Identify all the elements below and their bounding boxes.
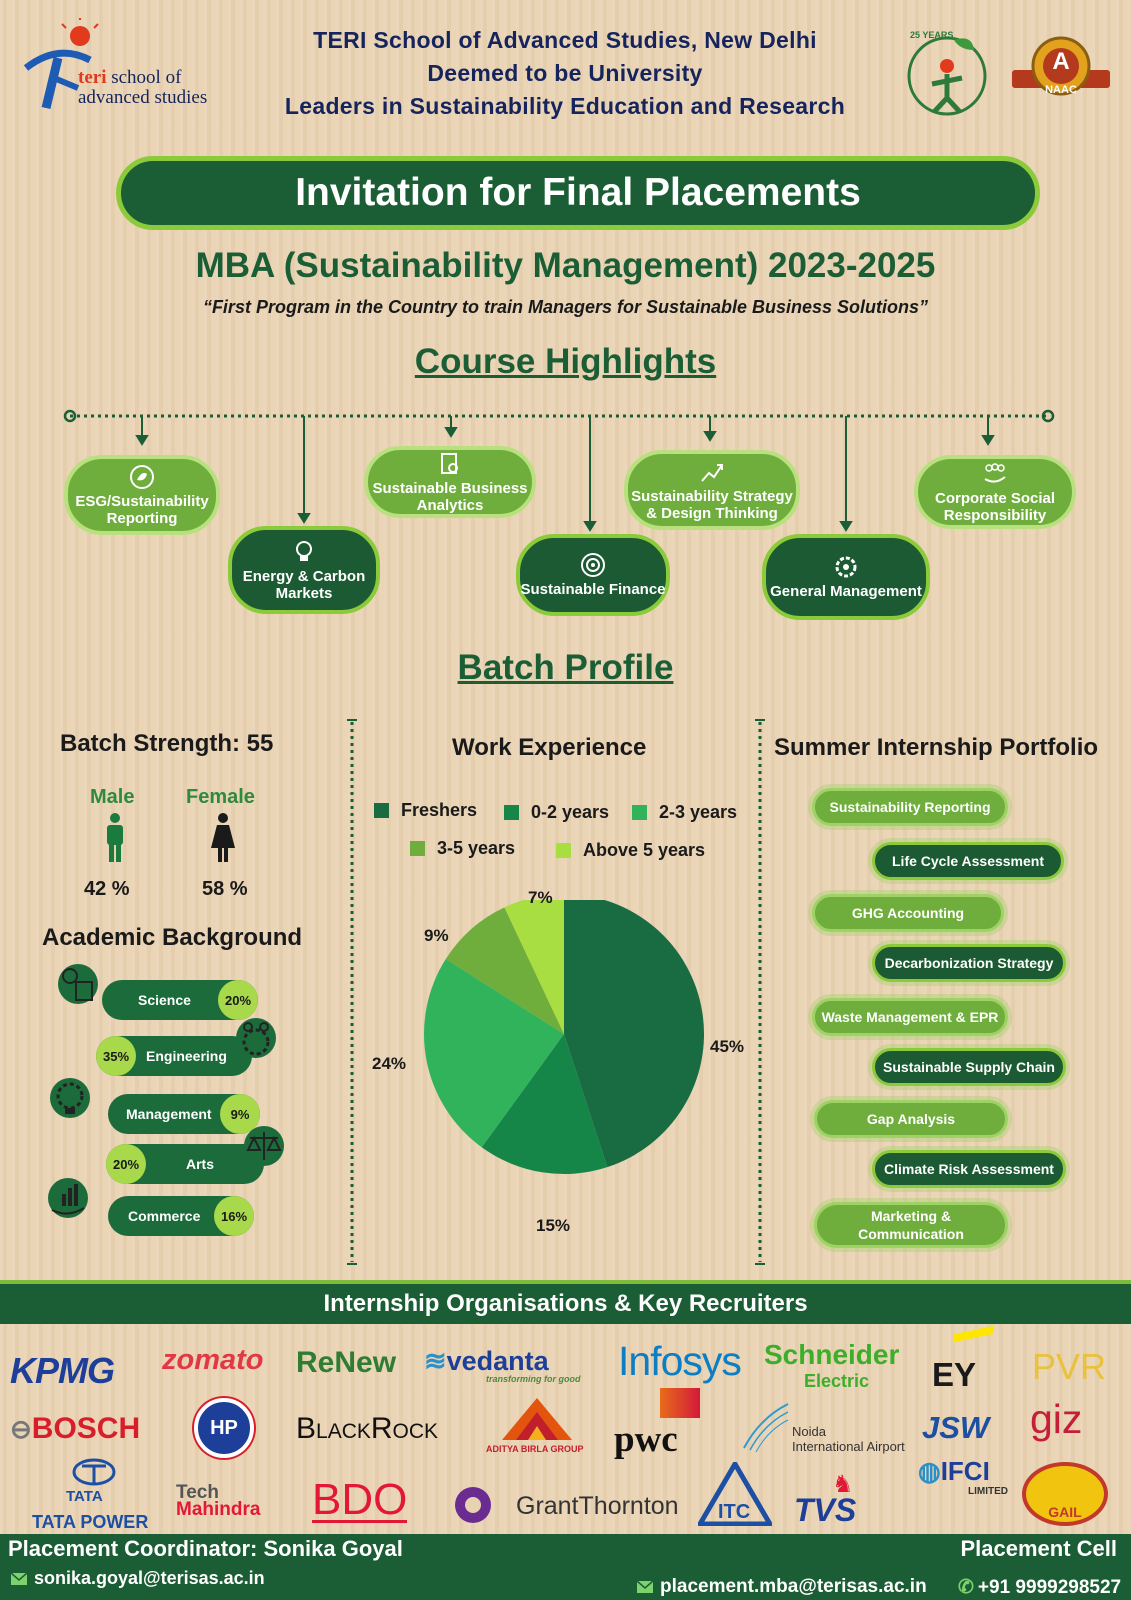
logo-gail: GAIL <box>1022 1462 1108 1526</box>
internship-portfolio-title: Summer Internship Portfolio <box>774 734 1099 761</box>
grant-thornton-swirl-icon <box>452 1484 494 1526</box>
mail-icon <box>636 1580 654 1594</box>
header-line-1: TERI School of Advanced Studies, New Delhi <box>313 27 817 53</box>
tata-emblem-icon <box>72 1458 116 1486</box>
arts-icon <box>244 1126 284 1166</box>
logo-schneider: Schneider Electric <box>764 1339 900 1391</box>
25-years-text: 25 YEARS <box>910 30 954 40</box>
academic-arts: 20% Arts <box>106 1144 264 1184</box>
program-title: MBA (Sustainability Management) 2023-2025 <box>195 246 936 285</box>
highlight-esg-reporting: ESG/Sustainability Reporting <box>64 455 220 535</box>
internship-item: GHG Accounting <box>812 894 1004 932</box>
anniversary-icon <box>902 26 992 126</box>
column-divider-right <box>754 716 766 1268</box>
highlight-csr: Corporate Social Responsibility <box>914 455 1076 529</box>
coordinator-email-row[interactable] <box>10 1568 265 1589</box>
male-pct: 42 % <box>84 878 130 900</box>
academic-science: Science 20% <box>102 980 258 1020</box>
logo-kpmg: KPMG <box>10 1350 114 1391</box>
mail-icon <box>10 1572 28 1586</box>
lightbulb-icon <box>291 539 317 565</box>
ifci-globe-icon: ◍ <box>918 1456 941 1486</box>
naac-grade: A <box>1052 48 1070 75</box>
logo-bosch: ⊖BOSCH <box>10 1412 141 1445</box>
cell-email-row[interactable] <box>636 1576 927 1598</box>
male-icon <box>102 812 128 864</box>
gear-people-icon <box>833 554 859 580</box>
highlight-strategy-design: Sustainability Strategy & Design Thinking <box>624 450 800 530</box>
noida-airport-swoosh-icon <box>740 1398 790 1454</box>
cell-email[interactable]: placement.mba@terisas.ac.in <box>660 1576 927 1597</box>
logo-pwc: pwc <box>614 1419 678 1460</box>
legend-above-5-years: Above 5 years <box>556 840 705 861</box>
growth-chart-icon <box>699 459 725 485</box>
logo-hp: HP <box>194 1398 254 1458</box>
tvs-horse-icon: ♞ <box>832 1471 854 1498</box>
internship-item: Sustainable Supply Chain <box>872 1048 1066 1086</box>
header-line-2: Deemed to be University <box>427 60 703 86</box>
naac-badge <box>1006 36 1116 102</box>
science-icon <box>58 964 98 1004</box>
male-label: Male <box>90 786 135 808</box>
phone-row[interactable] <box>958 1576 1121 1599</box>
highlight-energy-carbon: Energy & Carbon Markets <box>228 526 380 614</box>
ey-beam-icon <box>954 1326 994 1343</box>
legend-3-5-years: 3-5 years <box>410 838 515 859</box>
logo-grant-thornton: GrantThornton <box>516 1492 679 1520</box>
report-search-icon <box>437 451 463 477</box>
logo-vedanta: ≋vedanta transforming for good <box>424 1346 581 1384</box>
legend-swatch-2-3-years <box>632 805 647 820</box>
course-highlights-title: Course Highlights <box>414 342 717 381</box>
pwc-blocks-icon <box>660 1388 700 1418</box>
logo-blackrock: BlackRock <box>296 1412 439 1445</box>
female-icon <box>208 812 238 864</box>
header-line-3: Leaders in Sustainability Education and Research <box>284 93 846 119</box>
internship-item: Waste Management & EPR <box>812 998 1008 1036</box>
female-pct: 58 % <box>202 878 248 900</box>
logo-bdo: BDO <box>312 1475 408 1524</box>
vedanta-wave-icon: ≋ <box>424 1346 447 1376</box>
internship-item: Gap Analysis <box>814 1100 1008 1138</box>
internship-item: Climate Risk Assessment <box>872 1150 1066 1188</box>
logo-tata-power: TATA POWER <box>32 1512 149 1532</box>
chart-title: Work Experience <box>452 734 647 761</box>
internship-item: Decarbonization Strategy <box>872 944 1066 982</box>
logo-tata: TATA <box>66 1488 103 1505</box>
highlight-business-analytics: Sustainable Business Analytics <box>364 446 536 518</box>
phone-number[interactable]: +91 9999298527 <box>977 1576 1122 1598</box>
logo-tech-mahindra: Tech Mahindra <box>176 1482 261 1520</box>
legend-swatch-0-2-years <box>504 805 519 820</box>
leaf-cycle-icon <box>129 464 155 490</box>
phone-icon: ✆ <box>958 1577 974 1598</box>
highlight-sustainable-finance: Sustainable Finance <box>516 534 670 616</box>
logo-tvs: TVS <box>794 1492 857 1528</box>
invitation-banner: Invitation for Final Placements <box>116 156 1040 230</box>
logo-zomato: zomato <box>162 1344 264 1376</box>
institute-header <box>210 24 920 123</box>
female-label: Female <box>186 786 255 808</box>
naac-label: NAAC <box>1045 84 1077 96</box>
highlight-general-management: General Management <box>762 534 930 620</box>
academic-background-title: Academic Background <box>42 924 303 951</box>
legend-freshers: Freshers <box>374 800 477 821</box>
logo-pvr: PVR <box>1032 1346 1107 1387</box>
batch-strength: Batch Strength: 55 <box>60 730 274 757</box>
legend-swatch-3-5-years <box>410 841 425 856</box>
logo-ey: EY <box>932 1356 977 1393</box>
logo-giz: giz <box>1030 1396 1083 1442</box>
engineering-icon <box>236 1018 276 1058</box>
bosch-armature-icon: ⊖ <box>10 1414 32 1444</box>
coordinator-email[interactable]: sonika.goyal@terisas.ac.in <box>34 1568 265 1588</box>
pie-label-freshers: 45% <box>710 1037 745 1056</box>
commerce-icon <box>48 1178 88 1218</box>
legend-2-3-years: 2-3 years <box>632 802 737 823</box>
academic-commerce: Commerce 16% <box>108 1196 254 1236</box>
logo-noida-airport: Noida International Airport <box>792 1424 905 1454</box>
program-tagline: “First Program in the Country to train Managers for Sustainable Business Solutions” <box>202 297 929 317</box>
legend-swatch-freshers <box>374 803 389 818</box>
internship-item: Sustainability Reporting <box>812 788 1008 826</box>
pie-label-0-2-years: 15% <box>536 1216 571 1235</box>
pie-label-3-5-years: 9% <box>424 926 449 945</box>
teri-logo: teri school of advanced studies <box>18 18 218 118</box>
placement-cell: Placement Cell <box>960 1536 1117 1561</box>
logo-renew: ReNew <box>296 1346 397 1379</box>
aditya-birla-sun-icon <box>500 1396 574 1442</box>
academic-management: Management 9% <box>108 1094 260 1134</box>
management-icon <box>50 1078 90 1118</box>
logo-jsw: JSW <box>922 1410 990 1445</box>
column-divider-left <box>346 716 358 1268</box>
footer <box>0 1534 1131 1600</box>
academic-engineering: 35% Engineering <box>96 1036 252 1076</box>
target-icon <box>580 552 606 578</box>
batch-profile-title: Batch Profile <box>457 648 674 687</box>
legend-swatch-above-5-years <box>556 843 571 858</box>
logo-aditya-birla: ADITYA BIRLA GROUP <box>486 1444 584 1454</box>
ifci-limited-text: LIMITED <box>968 1486 1008 1497</box>
pie-label-above-5-years: 7% <box>528 888 553 907</box>
hands-people-icon <box>982 461 1008 487</box>
25-years-logo <box>902 26 992 126</box>
logo-ifci: ◍IFCI <box>918 1456 990 1486</box>
itc-logo-icon <box>698 1462 772 1526</box>
internship-item: Marketing & Communication <box>814 1202 1008 1248</box>
itc-text: ITC <box>718 1501 751 1523</box>
recruiters-ribbon: Internship Organisations & Key Recruiters <box>0 1280 1131 1324</box>
logo-infosys: Infosys <box>618 1338 741 1384</box>
legend-0-2-years: 0-2 years <box>504 802 609 823</box>
pie-label-2-3-years: 24% <box>372 1054 407 1073</box>
internship-item: Life Cycle Assessment <box>872 842 1064 880</box>
placement-coordinator: Placement Coordinator: Sonika Goyal <box>8 1536 403 1561</box>
